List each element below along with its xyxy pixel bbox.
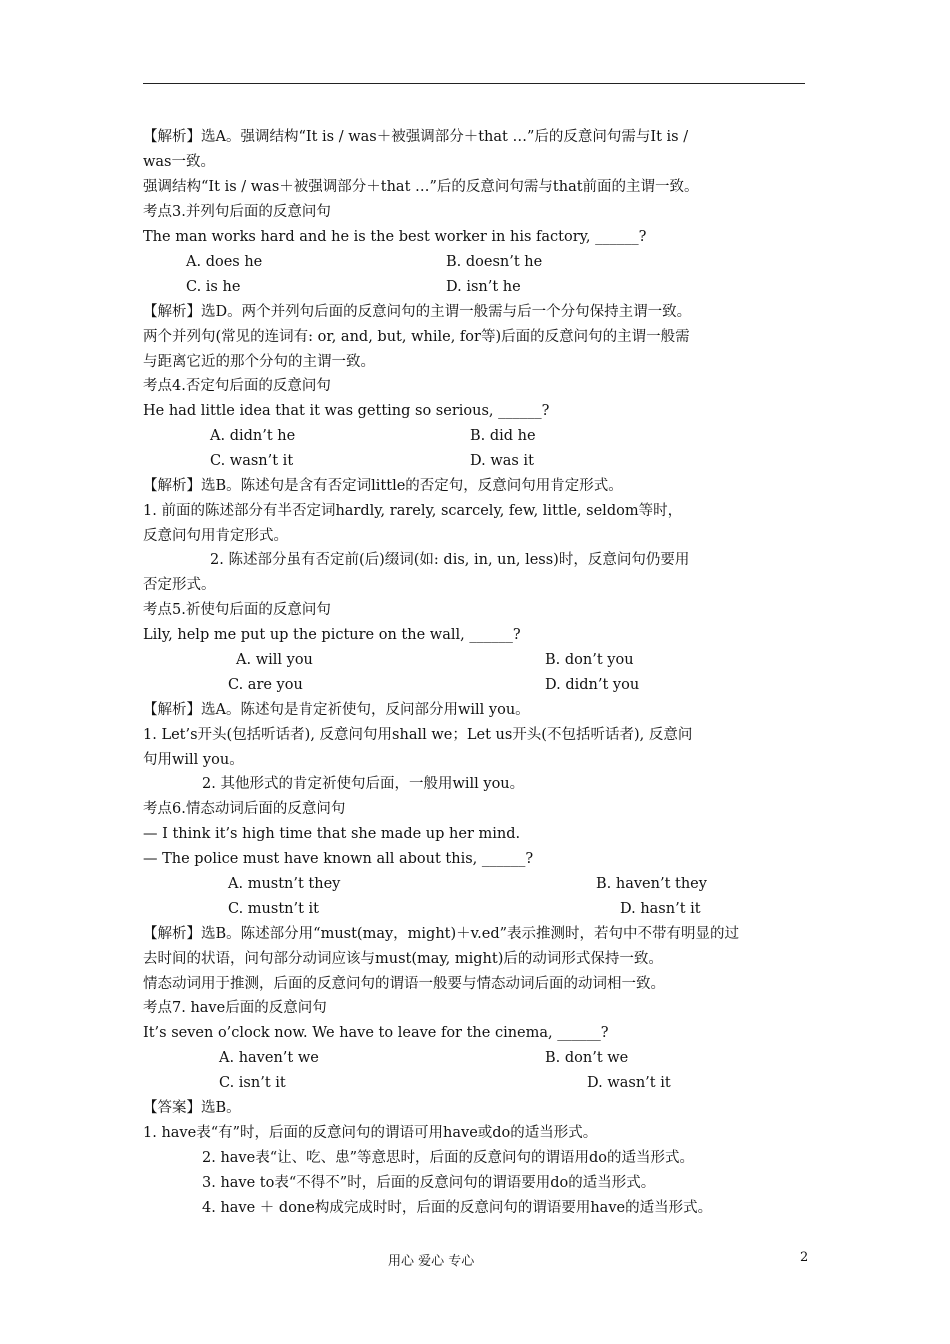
text-line: 1. 前面的陈述部分有半否定词hardly, rarely, scarcely, few, little, seldom等时，: [143, 503, 683, 519]
page-number: 2: [800, 1250, 809, 1265]
text-line: 【解析】选B。陈述句是含有否定词little的否定句，反意问句用肯定形式。: [143, 478, 623, 494]
text-line: 2. 陈述部分虽有否定前(后)缀词(如: dis, in, un, less)时，反意问句仍要用: [210, 552, 690, 568]
text-line: The man works hard and he is the best worker in his factory, ______?: [143, 229, 647, 245]
text-line: was一致。: [143, 154, 215, 170]
text-line: Lily, help me put up the picture on the wall, ______?: [143, 627, 521, 643]
text-line: 【答案】选B。: [143, 1100, 241, 1116]
text-line: 考点3.并列句后面的反意问句: [143, 204, 331, 220]
text-line: 强调结构“It is / was＋被强调部分＋that …”后的反意问句需与that前面的主谓一致。: [143, 179, 699, 195]
page-footer: 用心 爱心 专心: [388, 1254, 475, 1269]
text-line: 3. have to表“不得不”时，后面的反意问句的谓语要用do的适当形式。: [202, 1175, 656, 1191]
text-line: 【解析】选D。两个并列句后面的反意问句的主谓一般需与后一个分句保持主谓一致。: [143, 304, 692, 320]
text-line: 4. have ＋ done构成完成时时，后面的反意问句的谓语要用have的适当形式。: [202, 1200, 713, 1216]
text-line: 2. have表“让、吃、患”等意思时，后面的反意问句的谓语用do的适当形式。: [202, 1150, 695, 1166]
text-line: 【解析】选B。陈述部分用“must(may，might)＋v.ed”表示推测时，若句中不带有明显的过: [143, 926, 740, 942]
text-line: 考点4.否定句后面的反意问句: [143, 378, 331, 394]
text-line: D. isn’t he: [446, 279, 521, 295]
text-line: C. wasn’t it: [210, 453, 294, 469]
text-line: 1. have表“有”时，后面的反意问句的谓语可用have或do的适当形式。: [143, 1125, 598, 1141]
text-line: C. isn’t it: [219, 1075, 286, 1091]
text-line: C. are you: [228, 677, 303, 693]
text-line: 考点5.祈使句后面的反意问句: [143, 602, 331, 618]
text-line: 情态动词用于推测，后面的反意问句的谓语一般要与情态动词后面的动词相一致。: [143, 976, 665, 992]
text-line: 【解析】选A。强调结构“It is / was＋被强调部分＋that …”后的反意问句需与It is /: [143, 129, 689, 145]
text-line: 反意问句用肯定形式。: [143, 528, 288, 544]
text-line: 1. Let’s开头(包括听话者), 反意问句用shall we；Let us开头(不包括听话者), 反意问: [143, 727, 693, 743]
text-line: A. mustn’t they: [228, 876, 341, 892]
text-line: A. will you: [236, 652, 313, 668]
text-line: D. didn’t you: [545, 677, 640, 693]
text-line: D. hasn’t it: [620, 901, 701, 917]
text-line: B. don’t you: [545, 652, 634, 668]
text-line: 句用will you。: [143, 752, 244, 768]
text-line: 与距离它近的那个分句的主谓一致。: [143, 354, 375, 370]
text-line: 【解析】选A。陈述句是肯定祈使句，反问部分用will you。: [143, 702, 530, 718]
text-line: A. does he: [186, 254, 263, 270]
text-line: 去时间的状语，问句部分动词应该与must(may, might)后的动词形式保持一致。: [143, 951, 663, 967]
text-line: D. wasn’t it: [587, 1075, 671, 1091]
text-line: 两个并列句(常见的连词有: or, and, but, while, for等)后面的反意问句的主谓一般需: [143, 329, 690, 345]
text-line: He had little idea that it was getting so serious, ______?: [143, 403, 550, 419]
text-line: 考点7. have后面的反意问句: [143, 1000, 327, 1016]
text-line: 否定形式。: [143, 577, 216, 593]
text-line: A. didn’t he: [210, 428, 296, 444]
text-line: 考点6.情态动词后面的反意问句: [143, 801, 346, 817]
text-line: B. don’t we: [545, 1050, 629, 1066]
text-line: B. doesn’t he: [446, 254, 543, 270]
text-line: — The police must have known all about this, ______?: [143, 851, 534, 867]
text-line: B. haven’t they: [596, 876, 707, 892]
header-rule: [143, 83, 805, 84]
text-line: C. mustn’t it: [228, 901, 320, 917]
text-line: It’s seven o’clock now. We have to leave for the cinema, ______?: [143, 1025, 609, 1041]
text-line: D. was it: [470, 453, 534, 469]
text-line: — I think it’s high time that she made up her mind.: [143, 826, 521, 842]
text-line: B. did he: [470, 428, 536, 444]
text-line: A. haven’t we: [219, 1050, 319, 1066]
text-line: C. is he: [186, 279, 241, 295]
text-line: 2. 其他形式的肯定祈使句后面，一般用will you。: [202, 776, 525, 792]
